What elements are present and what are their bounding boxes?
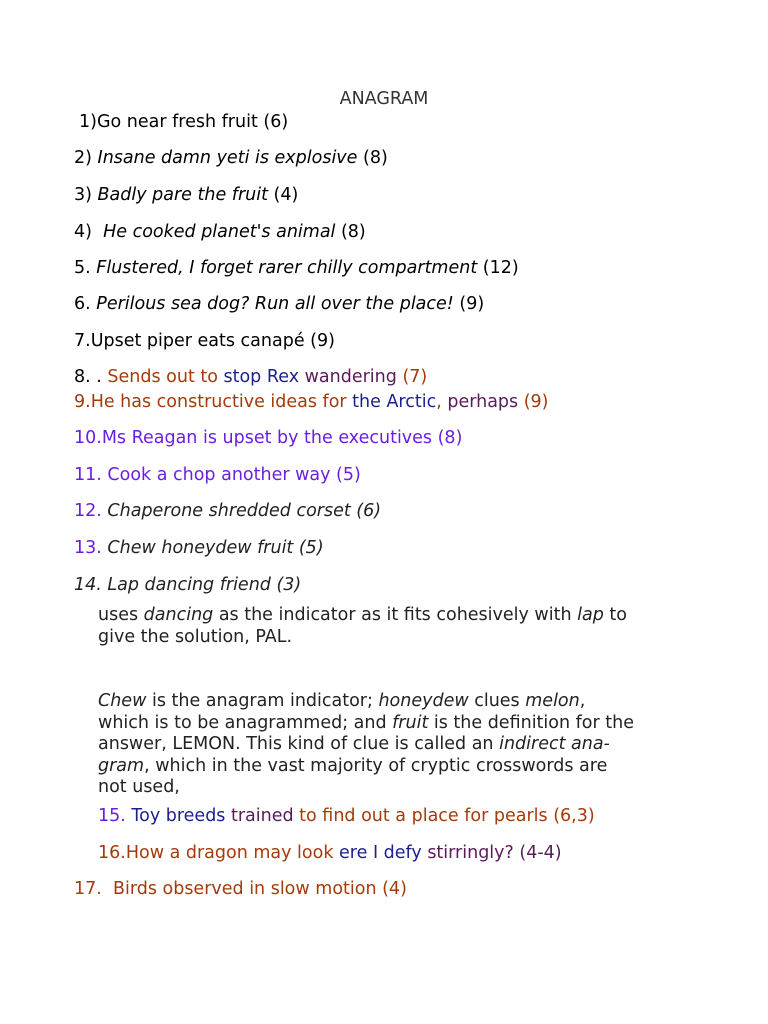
text: to	[603, 605, 627, 625]
clue-number: 6.	[74, 294, 97, 314]
clue-text-part: stirringly? (4-4)	[427, 843, 562, 863]
clue-9	[74, 391, 549, 413]
clue-length: (12)	[477, 258, 519, 278]
clue-length: (8)	[335, 222, 366, 242]
clue-text: Insane damn yeti is explosive	[97, 148, 358, 168]
clue-16	[98, 842, 562, 864]
clue-8	[74, 366, 427, 388]
text: fruit	[392, 712, 429, 733]
clue-length: (9)	[453, 294, 485, 314]
text: , which in the vast majority of cryptic crosswords are	[144, 755, 608, 776]
clue-text: Badly pare the fruit	[97, 185, 268, 205]
explanation-pal	[98, 605, 698, 648]
clue-length: (9)	[518, 392, 549, 412]
clue-13	[74, 537, 324, 559]
clue-2	[74, 147, 388, 169]
text: Chew	[98, 691, 147, 711]
clue-5	[74, 257, 519, 279]
text: gram	[98, 755, 145, 776]
clue-14: 14. Lap dancing friend (3)	[74, 575, 302, 595]
clue-number: 3)	[74, 185, 98, 205]
clue-1: 1)Go near fresh fruit (6)	[79, 112, 289, 132]
clue-text-part: the Arctic	[352, 392, 437, 412]
clue-text-part: 16.How a dragon may look	[98, 843, 340, 863]
clue-text-part: ere I defy	[339, 843, 428, 863]
explanation-line	[98, 605, 698, 627]
text: indirect ana-	[499, 734, 610, 754]
text: lap	[577, 605, 604, 625]
clue-number: 13.	[74, 538, 108, 558]
clue-text: Perilous sea dog? Run all over the place!	[96, 294, 454, 314]
explanation-line: not used,	[98, 777, 180, 797]
clue-text-part: 9.He has constructive ideas for	[74, 392, 353, 412]
explanation-line	[98, 756, 698, 778]
clue-4	[74, 221, 366, 243]
clue-text: Chaperone shredded corset (6)	[107, 501, 382, 521]
explanation-line	[98, 734, 698, 756]
text: is the definition for the	[428, 712, 634, 733]
clue-text: He cooked planet's animal	[103, 222, 336, 242]
explanation-line: give the solution, PAL.	[98, 626, 293, 647]
clue-11: 11. Cook a chop another way (5)	[74, 465, 361, 485]
text: honeydew	[378, 691, 469, 711]
clue-number: 5.	[74, 258, 97, 278]
clue-text-part: stop Rex	[223, 367, 305, 387]
text: dancing	[143, 605, 214, 625]
clue-text-part: Toy breeds	[131, 806, 231, 826]
text: answer, LEMON. This kind of clue is called an	[98, 734, 500, 754]
clue-15	[98, 805, 595, 827]
clue-length: (8)	[357, 148, 388, 168]
clue-length: (4)	[267, 185, 299, 205]
explanation-line	[98, 691, 698, 713]
clue-6	[74, 293, 484, 315]
text: which is to be anagrammed; and	[98, 712, 393, 733]
clue-17: 17. Birds observed in slow motion (4)	[74, 879, 407, 899]
clue-7: 7.Upset piper eats canapé (9)	[74, 331, 335, 351]
clue-text-part: Sends out to	[107, 367, 224, 387]
text: ,	[579, 691, 586, 711]
clue-10: 10.Ms Reagan is upset by the executives (8)	[74, 428, 463, 448]
text: melon	[525, 691, 580, 711]
clue-number: 8. .	[74, 367, 108, 387]
clue-length: (7)	[396, 367, 428, 387]
clue-number: 4)	[74, 222, 104, 242]
clue-text: Flustered, I forget rarer chilly compartment	[96, 258, 478, 278]
text: uses	[98, 605, 144, 625]
clue-text-part: wandering	[304, 367, 397, 387]
clue-text-part: perhaps	[447, 392, 519, 412]
clue-number: 12.	[74, 501, 108, 521]
text: as the indicator as it fits cohesively with	[213, 605, 578, 625]
clue-text: Chew honeydew fruit (5)	[107, 538, 324, 558]
explanation-lemon	[98, 691, 698, 799]
explanation-line	[98, 713, 698, 735]
clue-3	[74, 184, 298, 206]
clue-text-part: ,	[436, 392, 448, 412]
clue-number: 2)	[74, 148, 98, 168]
text: clues	[468, 691, 526, 711]
clue-text-part: trained	[231, 806, 294, 826]
clue-text-part: to find out a place for pearls (6,3)	[293, 806, 595, 826]
clue-12	[74, 500, 381, 522]
clue-number: 15.	[98, 806, 132, 826]
text: is the anagram indicator;	[146, 691, 379, 711]
page-title: ANAGRAM	[339, 89, 429, 109]
